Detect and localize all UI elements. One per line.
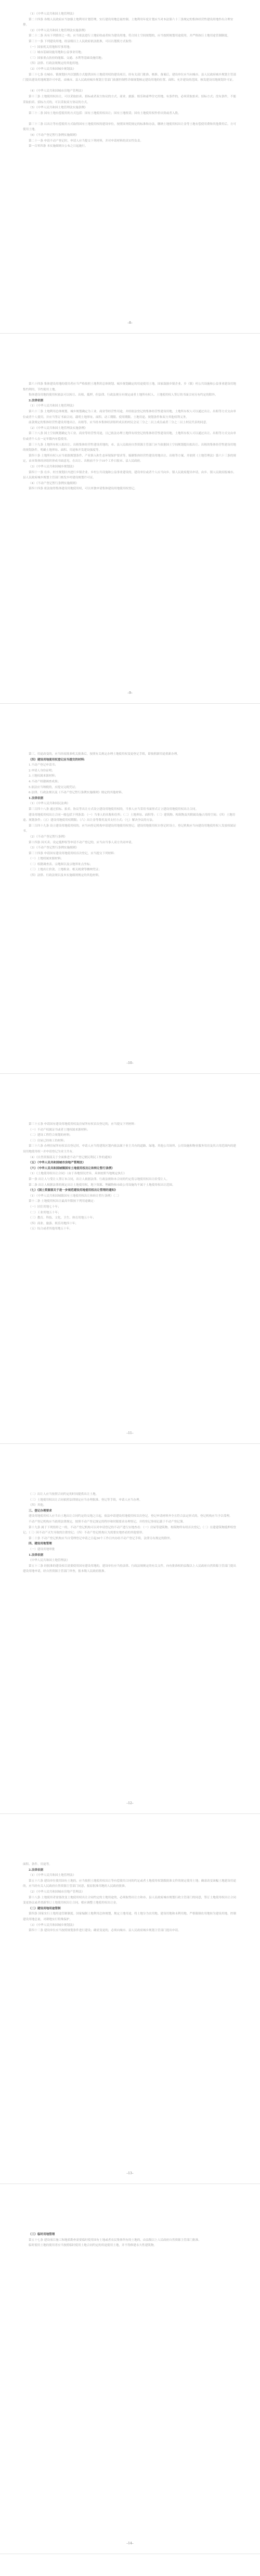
paragraph: 第四条 国家实行土地用途管制制度。国家编制土地利用总体规划，规定土地用途，将土地分为农用地、建设用地和未利用地。严格限制农用地转为建设用地，控制建设用地总量，对耕地实行特殊保护。: [23, 1912, 236, 1921]
page-separator: [0, 1073, 260, 1074]
section-heading: 1.法律依据: [29, 1553, 44, 1557]
section-heading: （四）建设用地使用权登记应当提交的材料：: [29, 758, 87, 762]
paragraph: （一）国家机关用地和军事用地；: [29, 45, 72, 49]
paragraph: 第二十二条 具有下列情形之一的，应当依法进行土地征收或者转为建设用地，符合国土空间规划的，应当按照规划用途使用，并严格执行土地用途管制制度。: [29, 34, 230, 38]
paragraph: 第二十四条 各级人民政府应当加强土地利用计划管理，实行建设用地总量控制。土地利用年度计划应当对本法第六十三条规定的集体经营性建设用地作出合理安排。: [23, 18, 233, 27]
paragraph: 前款规定的集体经营性建设用地出让、出租等，应当经本集体经济组织成员的村民会议三分之二以上成员或者三分之二以上村民代表的同意。: [29, 421, 209, 425]
section-heading: 四、建设用地管理: [29, 1542, 52, 1546]
paragraph: 第二条 出让人根据法律的规定出让土地使用权，地下资源、埋藏物和市政公用设施均不属于土地使用权出让范围。: [29, 1183, 175, 1187]
paragraph: 《中华人民共和国土地管理法》: [29, 1559, 70, 1563]
page-3-body: [23, 752, 237, 879]
paragraph: （二）权籍调查表、宗地图以及宗地界址点坐标；: [29, 862, 93, 866]
page-separator: [0, 333, 260, 334]
section-heading: 三、登记办理要求: [29, 1509, 52, 1513]
paragraph: 第二十条 不动产登记机构应当自受理登记申请之日起30个工作日内办结不动产登记手续，法律另有规定的除外。: [29, 1537, 173, 1540]
paragraph: 5.依法应当纳税的，应提交完税凭证；: [29, 785, 78, 789]
paragraph: 第四十条 土地所有权人应当依据规划条件、产业准入和生态环境保护要求等，编制集体经营性建设用地出让、出租等方案，并依照《土地管理法》第六十三条的规定，由本集体经济组织形成书面意见，在出让、出租前不少于10个工作日报市、县人民政府。: [23, 454, 236, 463]
paragraph: 第十二条 土地使用权出让最高年限按下列用途确定：: [29, 1200, 97, 1203]
section-heading: （三）临时用地管理: [29, 2233, 55, 2236]
paragraph: （2）《中华人民共和国城市房地产管理法》: [29, 1890, 85, 1894]
paragraph: 第十三条 土地使用权出让，可以采取拍卖、招标或者双方协议的方式。商业、旅游、娱乐和豪华住宅用地，有条件的，必须采取拍卖、招标方式；没有条件，不能采取拍卖、招标方式的，可以采取双方协议的方式。: [23, 95, 236, 104]
paragraph: （四）商业、旅游、娱乐用地四十年；: [29, 1222, 79, 1225]
paragraph: （3）《中华人民共和国城乡规划法》: [29, 67, 76, 71]
paragraph: （三）房屋已经竣工的材料；: [29, 1139, 67, 1143]
page-7-body: [23, 2232, 237, 2249]
paragraph: 第二十一条 申请不动产登记时，申请人应当提交下列材料，并对申请材料的真实性负责。: [29, 139, 143, 143]
document-page-5: [0, 1480, 260, 1813]
paragraph: 第三百四十八条 通过招标、拍卖、协议等出让方式设立建设用地使用权的，当事人应当采用书面形式订立建设用地使用权出让合同。: [29, 807, 199, 811]
paragraph: 第一百零四条 本实施细则自公布之日起施行。: [29, 145, 88, 148]
paragraph: [23, 116, 237, 122]
paragraph: （4）《不动产登记暂行条例实施细则》: [29, 481, 79, 485]
section-heading: 2.法律依据: [29, 1868, 44, 1872]
page-number: –8–: [127, 321, 133, 325]
section-heading: （五）（中华人民共和国城市房地产管理法）: [29, 1161, 86, 1165]
paragraph: 第三十九条 土地所有权人拟出让、出租集体经营性建设用地的，市、县人民政府自然资源主管部门应当依据国土空间规划提出拟出让、出租的集体经营性建设用地的规划条件，明确土地界址、面积、用途和开发建设强度等。: [23, 443, 236, 452]
page-number: –14–: [126, 2542, 134, 2545]
paragraph: （三）教育、科技、文化、卫生、体育用地五十年；: [29, 1216, 96, 1220]
paragraph: 第一条 出让人与受让人签订本合同，出让人依据法律、行政法规和本合同的约定将宗地使用权出让给受让人。: [29, 1177, 170, 1181]
paragraph: （一）建设用地审批: [29, 1547, 55, 1551]
paragraph: （三）土地使用权出让合同依照法律规定应当办理批准、登记等手续，申请人应当办理。: [29, 1498, 142, 1502]
paragraph: 面积、条件、用途等。: [23, 1863, 52, 1866]
document-page-7: [0, 2220, 260, 2554]
document-page-1: [0, 0, 260, 333]
paragraph: （2）《中华人民共和国土地管理法实施条例》: [29, 426, 87, 430]
paragraph: 临时使用土地的使用者应当按照临时使用土地合同约定的用途使用土地，并不得修建永久性建筑物。: [29, 2244, 157, 2248]
paragraph: 不动产登记机构应当依照法律规定，按照不动产登记规定的程序和时限要求办理登记，并将登记事项记载于不动产登记簿。: [29, 1520, 186, 1524]
paragraph: 2.申请人身份证明；: [29, 769, 55, 772]
paragraph: （1）《土地使用权出让合同》（由于各地情况差异，具体按照当地规定执行）: [29, 1172, 127, 1176]
paragraph: （3）《不动产登记暂行条例实施细则》: [29, 846, 79, 850]
document-page-4: [0, 1110, 260, 1443]
paragraph: 第五十三条 经批准的建设项目需要使用国有建设用地的，建设单位应当持法律、行政法规规定的有关文件，向有批准权的县级以上人民政府自然资源主管部门提出建设用地申请，经自然资源主管部门审查，报本级人民政府批准。: [23, 1564, 236, 1573]
document-page-3: [0, 740, 260, 1073]
paragraph: （四）法律、行政法规规定的其他用地。: [29, 62, 81, 66]
paragraph: 第四十三条 建设单位应当按照规划条件进行建设；确需变更的，必须向城市、县人民政府城乡规划主管部门提出申请。: [29, 1929, 181, 1933]
paragraph: 第六十三条 土地利用总体规划、城乡规划确定为工业、商业等经营性用途，并经依法登记的集体经营性建设用地，土地所有权人可以通过出让、出租等方式交由单位或者个人使用，并应当签订书面合同，载明土地界址、面积、动工期限、使用期限、土地用途、规划条件和双方其他权利义务。: [23, 410, 236, 419]
paragraph: 1.不动产登记申请书；: [29, 764, 58, 767]
paragraph: 第三十八条 国土空间规划确定为工业、商业等经营性用途，且已依法办理土地所有权登记的集体经营性建设用地，土地所有权人可以通过出让、出租等方式交由单位或者个人在一定年限内有偿使用。: [23, 432, 236, 441]
paragraph: 第四十四条 依法取得集体建设用地使用权，可以单独申请集体建设用地使用权登记。: [29, 487, 137, 491]
section-heading: （六）（中华人民共和国城镇国有土地使用权出让和转让暂行条例）: [29, 1166, 115, 1170]
page-separator: [0, 1443, 260, 1444]
paragraph: 第十九条 属于下列情形之一的，不动产登记机构可以对申请登记的不动产进行实地查看：（一）房屋等建筑物、构筑物所有权首次登记；（二）在建建筑物抵押权登记；（三）因不动产灭失导致的注销登记；（四）不动产登记机构认为需要实地查看的其他情形。: [23, 1526, 236, 1535]
paragraph: （1）《中华人民共和国民法典》: [29, 802, 70, 806]
paragraph: （三）国家重点扶持的能源、交通、水利等基础设施用地；: [29, 56, 105, 60]
page-4-body: [23, 1122, 237, 1232]
paragraph: （6）《不动产登记暂行条例实施细则》: [29, 134, 79, 137]
paragraph: 第三十七条 在城市、镇规划区内以划拨方式提供国有土地使用权的建设项目，经有关部门批准、核准、备案后，建设单位应当向城市、县人民政府城乡规划主管部门提出建设用地规划许可申请，由城市、县人民政府城乡规划主管部门依据控制性详细规划核定建设用地的位置、面积、允许建设的范围，核发建设用地规划许可证。: [23, 73, 236, 82]
paragraph: 第三，用途改变的，应当经原批准机关批准后，按照有关规定办理土地使用权变更登记手续，即按照新用途重新办理。: [29, 753, 180, 756]
paragraph: 第三十一条 下列建设用地，经县级以上人民政府依法批准，可以以划拨方式取得：: [29, 40, 135, 43]
page-1-body: [23, 11, 237, 149]
document-page-2: [0, 370, 260, 703]
page-number: –10–: [126, 1061, 134, 1065]
paragraph: （3）《中华人民共和国城乡规划法》: [29, 1923, 76, 1927]
page-separator: [0, 1813, 260, 1814]
paragraph: （四）法律、行政法规以及本实施细则规定的其他材料。: [29, 874, 101, 878]
paragraph: 集体建设用地的使用权依法可以转让、出租、抵押，但法律、行政法规另有规定或者土地所有权人、土地使用权人签订的书面合同另有约定的除外。: [29, 394, 218, 397]
section-heading: （七）《国土资源部关于进一步规范建设用地使用权出让管理的通知》: [29, 1189, 118, 1192]
paragraph: （四）其他。: [29, 1504, 46, 1507]
page-5-body: [23, 1492, 237, 1575]
page-separator: [0, 703, 260, 704]
paragraph: 6.法律、行政法规以及《不动产登记暂行条例实施细则》规定的其他材料。: [29, 791, 125, 795]
paragraph: 建设用地使用权人应当自土地出让合同约定的交地之日起，依法申请建设用地使用权首次登记。登记申请材料齐全且符合法定形式的，登记机构应当予以受理。: [29, 1515, 232, 1518]
page-2-body: [23, 382, 237, 492]
page-number: –12–: [126, 1801, 134, 1805]
paragraph: （三）土地出让价款、土地租金、相关税费等缴纳凭证；: [29, 868, 101, 872]
paragraph: 第三十五条 申请国有建设用地使用权及房屋所有权首次登记的，应当提交下列材料：: [29, 1123, 137, 1126]
paragraph: [23, 83, 237, 89]
paragraph: 第四十一条 在乡、村庄规划区内进行乡镇企业、乡村公共设施和公益事业建设的，建设单位或者个人应当向乡、镇人民政府提出申请，由乡、镇人民政府报城市、县人民政府城乡规划主管部门核发乡村建设规划许可证。: [23, 471, 236, 480]
page-6-body: [23, 1862, 237, 1934]
paragraph: （一）土地权属来源材料；: [29, 857, 64, 861]
paragraph: 3.土地权属来源材料；: [29, 775, 58, 778]
section-heading: 2.法律依据: [29, 399, 44, 402]
paragraph: 第十四条 因买卖、设定抵押权等申请不动产登记的，应当由当事人双方共同申请。: [29, 841, 135, 844]
paragraph: （二）出让人应当按照合同约定的时间提供出让土地。: [29, 1493, 99, 1496]
paragraph: （4）《中华人民共和国城市房地产管理法》: [29, 90, 85, 93]
paragraph: （二）城市基础设施用地和公益事业用地；: [29, 51, 84, 55]
paragraph: （1）《中华人民共和国土地管理法》: [29, 404, 76, 408]
paragraph: 建设用地使用权出让合同一般包括下列条款：（一）当事人的名称和住所；（二）土地界址、面积等；（三）建筑物、构筑物及其附属设施占用的空间；（四）土地用途、规划条件；（五）建设用地使用权期限；（六）出让金等费用及其支付方式；（七）解决争议的方法。: [23, 813, 236, 822]
paragraph: （1）《中华人民共和国土地管理法》: [29, 12, 76, 16]
paragraph: （3）《中华人民共和国城乡规划法》: [29, 465, 76, 468]
paragraph: 第五十六条 建设单位使用国有土地的，应当按照土地使用权出让等有偿使用合同的约定或者土地使用权划拨批准文件的规定使用土地；确需改变该幅土地建设用途的，应当经有关人民政府自然资源主管部门同意，报原批准用地的人民政府批准。: [23, 1879, 236, 1888]
paragraph: （2）《中华人民共和国土地管理法实施条例》: [29, 29, 87, 32]
section-heading: （二）建设用地用途管制: [29, 1907, 61, 1910]
page-number: –11–: [126, 1431, 134, 1435]
paragraph: 第十八条 土地使用者需要改变土地使用权出让合同约定的土地用途的，必须取得出让方和市、县人民政府城市规划行政主管部门的同意，签订土地使用权出让合同变更协议或者重新签订土地使用权出让合同，相应调整土地使用权出让金。: [23, 1896, 236, 1905]
paragraph: 第三十三条 以出让等有偿使用方式取得国有土地使用权的建设单位，按照国务院规定的标准和办法，缴纳土地使用权出让金等土地有偿使用费和其他费用后，方可使用土地。: [23, 122, 236, 132]
paragraph: （一）不动产权属证书或者土地权属来源材料；: [29, 1128, 90, 1132]
paragraph: （二）建设工程符合规划的材料；: [29, 1134, 72, 1137]
paragraph: 第三百四十九条 设立建设用地使用权的，应当向登记机构申请建设用地使用权登记。建设用地使用权自登记时设立。登记机构应当向建设用地使用权人发放权属证书。: [23, 824, 236, 833]
paragraph: （1）《中华人民共和国土地管理法》: [29, 1874, 76, 1877]
paragraph: 第五十七条 建设项目施工和地质勘查需要临时使用国有土地或者农民集体所有的土地的，由县级以上人民政府自然资源主管部门批准。: [29, 2238, 201, 2242]
paragraph: 第三十二条 国有土地有偿使用的方式包括：国有土地使用权出让；国有土地租赁；国有土地使用权作价出资或者入股。: [29, 111, 181, 115]
paragraph: 4.不动产权籍调查成果；: [29, 780, 61, 783]
paragraph: （5）《中华人民共和国土地管理法实施条例》: [29, 106, 87, 110]
paragraph: （一）居住用地七十年；: [29, 1205, 61, 1209]
section-heading: 1.法律依据: [29, 796, 44, 800]
page-number: –9–: [127, 691, 133, 695]
paragraph: 第三十四条 申请国有建设用地使用权首次登记，应当提交下列材料：: [29, 852, 117, 855]
paragraph: （1）（中华人民共和国城镇国有土地使用权出让和转让暂行条例）（二）: [29, 1194, 121, 1198]
paragraph: 第三十六条 办理房屋所有权首次登记时，申请人应当将建筑区划内依法属于业主共有的道路、绿地、其他公共场所、公用设施和物业服务用房及其占用范围内的建设用地使用权一并申请登记为业主共有。: [23, 1145, 236, 1153]
paragraph: 第六十四条 集体建设用地的使用者应当严格按照土地利用总体规划、城乡规划确定的用途使用土地。国家鼓励乡镇企业、乡（镇）村公共设施和公益事业建设用地集约利用，节约使用土地。: [23, 383, 236, 391]
document-page-6: [0, 1850, 260, 2184]
paragraph: （2）《不动产登记暂行条例》: [29, 835, 67, 839]
paragraph: （二）工业用地五十年；: [29, 1211, 61, 1214]
paragraph: （4）《自然资源部关于全面推进不动产登记便民利民工作的通知》: [29, 1156, 113, 1159]
page-number: –13–: [126, 2172, 134, 2175]
paragraph: （五）综合或者其他用地五十年。: [29, 1227, 72, 1231]
